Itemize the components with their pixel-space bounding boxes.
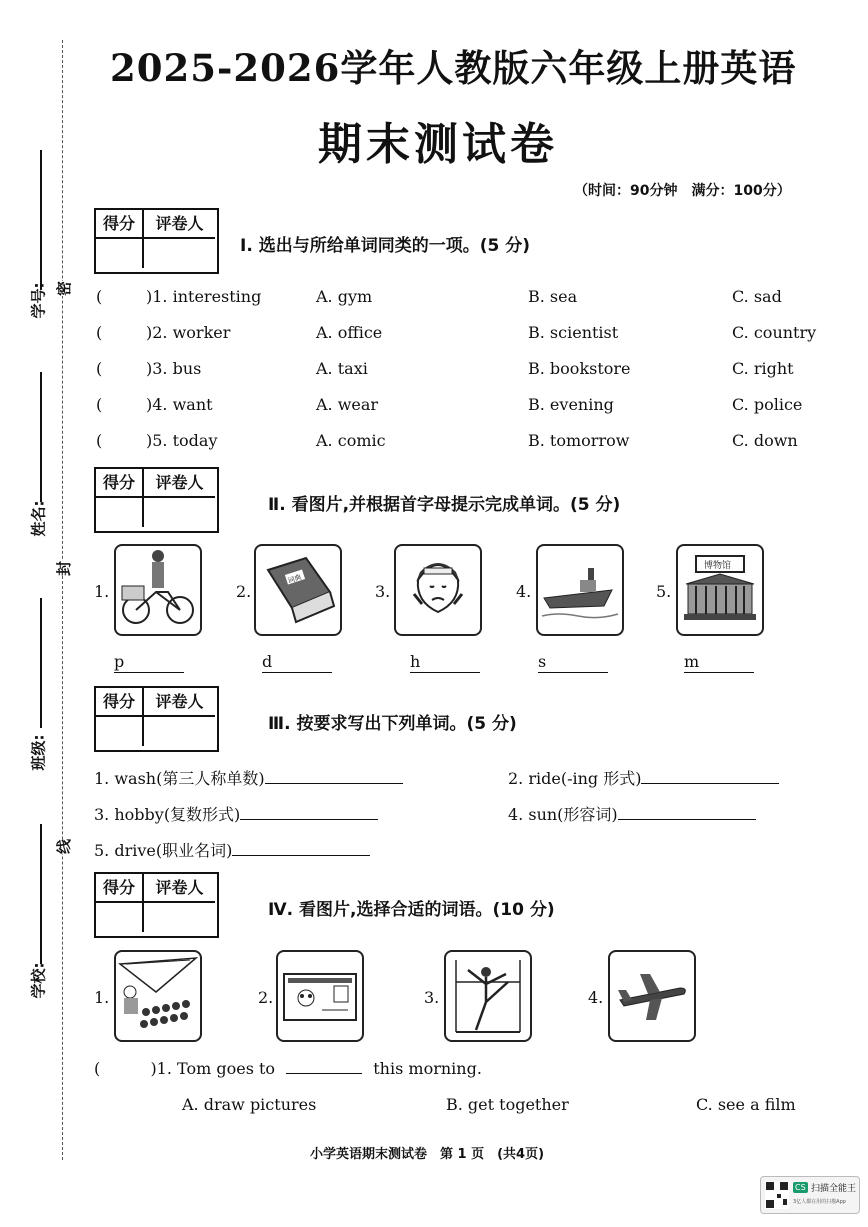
grader-cell[interactable] — [144, 498, 215, 527]
question-word: )2. worker — [146, 323, 231, 342]
fill-blank[interactable] — [286, 1073, 362, 1074]
first-letter: h — [410, 652, 421, 671]
first-letter: p — [114, 652, 125, 671]
pic-number: 1. — [94, 988, 110, 1007]
option-c[interactable]: C. down — [732, 431, 798, 450]
score-cell[interactable] — [96, 903, 144, 932]
word-task — [94, 766, 403, 789]
answer-paren-open: ( — [96, 323, 103, 342]
exam-title: 2025-2026学年人教版六年级上册英语 — [110, 46, 797, 90]
pic-number: 2. — [236, 582, 252, 601]
answer-paren-open: ( — [96, 431, 103, 450]
section4-title: Ⅳ. 看图片,选择合适的词语。(10 分) — [268, 900, 555, 920]
answer-blank[interactable] — [232, 855, 370, 856]
school-label: 学校: — [29, 962, 48, 999]
option-a[interactable]: A. wear — [316, 395, 379, 414]
question-text: )1. Tom goes to — [150, 1059, 276, 1078]
name-line — [40, 372, 42, 502]
name-label: 姓名: — [29, 500, 48, 537]
exam-subtitle: 期末测试卷 — [318, 119, 558, 170]
option-a[interactable]: A. comic — [316, 431, 386, 450]
scorebox-2 — [94, 467, 219, 533]
qr-code-icon — [765, 1181, 789, 1209]
question-word: )3. bus — [146, 359, 202, 378]
word-task — [508, 802, 756, 825]
option-b[interactable]: B. bookstore — [528, 359, 631, 378]
question-text-end: this morning. — [373, 1059, 482, 1078]
option-a[interactable]: A. gym — [316, 287, 373, 306]
section3-title: Ⅲ. 按要求写出下列单词。(5 分) — [268, 714, 517, 734]
letter-hint-blank[interactable] — [684, 652, 754, 673]
pic-number: 5. — [656, 582, 672, 601]
answer-space[interactable] — [106, 431, 140, 451]
option-b[interactable]: B. get together — [446, 1095, 569, 1114]
question-row — [94, 1059, 814, 1078]
letter-hint-blank[interactable] — [114, 652, 184, 673]
pic-number: 4. — [588, 988, 604, 1007]
task-label: 1. wash(第三人称单数) — [94, 769, 265, 788]
student-id-line — [40, 150, 42, 290]
first-letter: m — [684, 652, 700, 671]
pic-number: 3. — [424, 988, 440, 1007]
option-b[interactable]: B. scientist — [528, 323, 619, 342]
question-word: )5. today — [146, 431, 218, 450]
letter-hint-blank[interactable] — [262, 652, 332, 673]
task-label: 2. ride(-ing 形式) — [508, 769, 642, 788]
grader-label: 评卷人 — [144, 874, 215, 903]
airplane-picture — [608, 950, 696, 1042]
badge-name: 扫描全能王 — [811, 1184, 857, 1194]
grader-cell[interactable] — [144, 239, 215, 268]
option-b[interactable]: B. sea — [528, 287, 578, 306]
answer-paren-open: ( — [96, 395, 103, 414]
svg-text:博物馆: 博物馆 — [704, 561, 732, 571]
question-word: )4. want — [146, 395, 213, 414]
score-cell[interactable] — [96, 239, 144, 268]
word-task — [94, 802, 378, 825]
pic-number: 2. — [258, 988, 274, 1007]
student-id-label: 学号: — [29, 282, 48, 319]
pic-number: 4. — [516, 582, 532, 601]
option-c[interactable]: C. see a film — [696, 1095, 796, 1114]
pic-number: 1. — [94, 582, 110, 601]
score-cell[interactable] — [96, 717, 144, 746]
scanner-badge — [760, 1176, 860, 1214]
scorebox-4 — [94, 872, 219, 938]
answer-space[interactable] — [106, 359, 140, 379]
seal-feng-label: 封 — [55, 560, 74, 577]
answer-space[interactable] — [106, 287, 140, 307]
letter-hint-blank[interactable] — [410, 652, 480, 673]
postman-bicycle-picture — [114, 544, 202, 636]
dancer-picture — [444, 950, 532, 1042]
option-c[interactable]: C. country — [732, 323, 817, 342]
option-a[interactable]: A. draw pictures — [182, 1095, 317, 1114]
binding-dashed-line — [62, 40, 63, 1160]
scorebox-3 — [94, 686, 219, 752]
task-label: 4. sun(形容词) — [508, 805, 618, 824]
option-c[interactable]: C. right — [732, 359, 794, 378]
first-letter: d — [262, 652, 273, 671]
option-a[interactable]: A. office — [316, 323, 383, 342]
section1-title: Ⅰ. 选出与所给单词同类的一项。(5 分) — [240, 236, 530, 256]
option-c[interactable]: C. police — [732, 395, 803, 414]
postcard-picture — [276, 950, 364, 1042]
grader-label: 评卷人 — [144, 688, 215, 717]
grader-cell[interactable] — [144, 717, 215, 746]
seal-mi-label: 密 — [55, 280, 74, 297]
seal-xian-label: 线 — [55, 838, 74, 855]
score-label: 得分 — [96, 210, 144, 239]
grader-cell[interactable] — [144, 903, 215, 932]
letter-hint-blank[interactable] — [538, 652, 608, 673]
option-a[interactable]: A. taxi — [316, 359, 368, 378]
badge-subtitle: 3亿人都在用的扫描App — [793, 1199, 846, 1205]
svg-text:词典: 词典 — [286, 573, 303, 586]
section2-title: Ⅱ. 看图片,并根据首字母提示完成单词。(5 分) — [268, 495, 621, 515]
class-label: 班级: — [29, 734, 48, 771]
headache-picture — [394, 544, 482, 636]
page-footer: 小学英语期末测试卷 第 1 页 (共4页) — [310, 1147, 545, 1162]
score-label: 得分 — [96, 688, 144, 717]
time-info: （时间：90分钟 满分：100分） — [574, 183, 791, 199]
camscanner-logo-icon: CS — [795, 1183, 806, 1192]
scorebox-1 — [94, 208, 219, 274]
ship-picture — [536, 544, 624, 636]
answer-blank[interactable] — [618, 819, 756, 820]
option-b[interactable]: B. evening — [528, 395, 614, 414]
option-b[interactable]: B. tomorrow — [528, 431, 630, 450]
answer-paren-open: ( — [96, 359, 103, 378]
grader-label: 评卷人 — [144, 469, 215, 498]
answer-paren-open: ( — [96, 287, 103, 306]
answer-space[interactable] — [106, 323, 140, 343]
answer-paren-open: ( — [94, 1059, 101, 1078]
cinema-audience-picture — [114, 950, 202, 1042]
option-c[interactable]: C. sad — [732, 287, 782, 306]
class-line — [40, 598, 42, 728]
score-label: 得分 — [96, 874, 144, 903]
answer-blank[interactable] — [641, 783, 779, 784]
pic-number: 3. — [375, 582, 391, 601]
grader-label: 评卷人 — [144, 210, 215, 239]
task-label: 5. drive(职业名词) — [94, 841, 233, 860]
answer-blank[interactable] — [265, 783, 403, 784]
first-letter: s — [538, 652, 547, 671]
answer-space[interactable] — [106, 395, 140, 415]
dictionary-picture — [254, 544, 342, 636]
question-word: )1. interesting — [146, 287, 262, 306]
word-task — [508, 766, 779, 789]
museum-picture — [676, 544, 764, 636]
score-label: 得分 — [96, 469, 144, 498]
score-cell[interactable] — [96, 498, 144, 527]
answer-blank[interactable] — [240, 819, 378, 820]
task-label: 3. hobby(复数形式) — [94, 805, 241, 824]
word-task — [94, 838, 370, 861]
school-line — [40, 824, 42, 964]
